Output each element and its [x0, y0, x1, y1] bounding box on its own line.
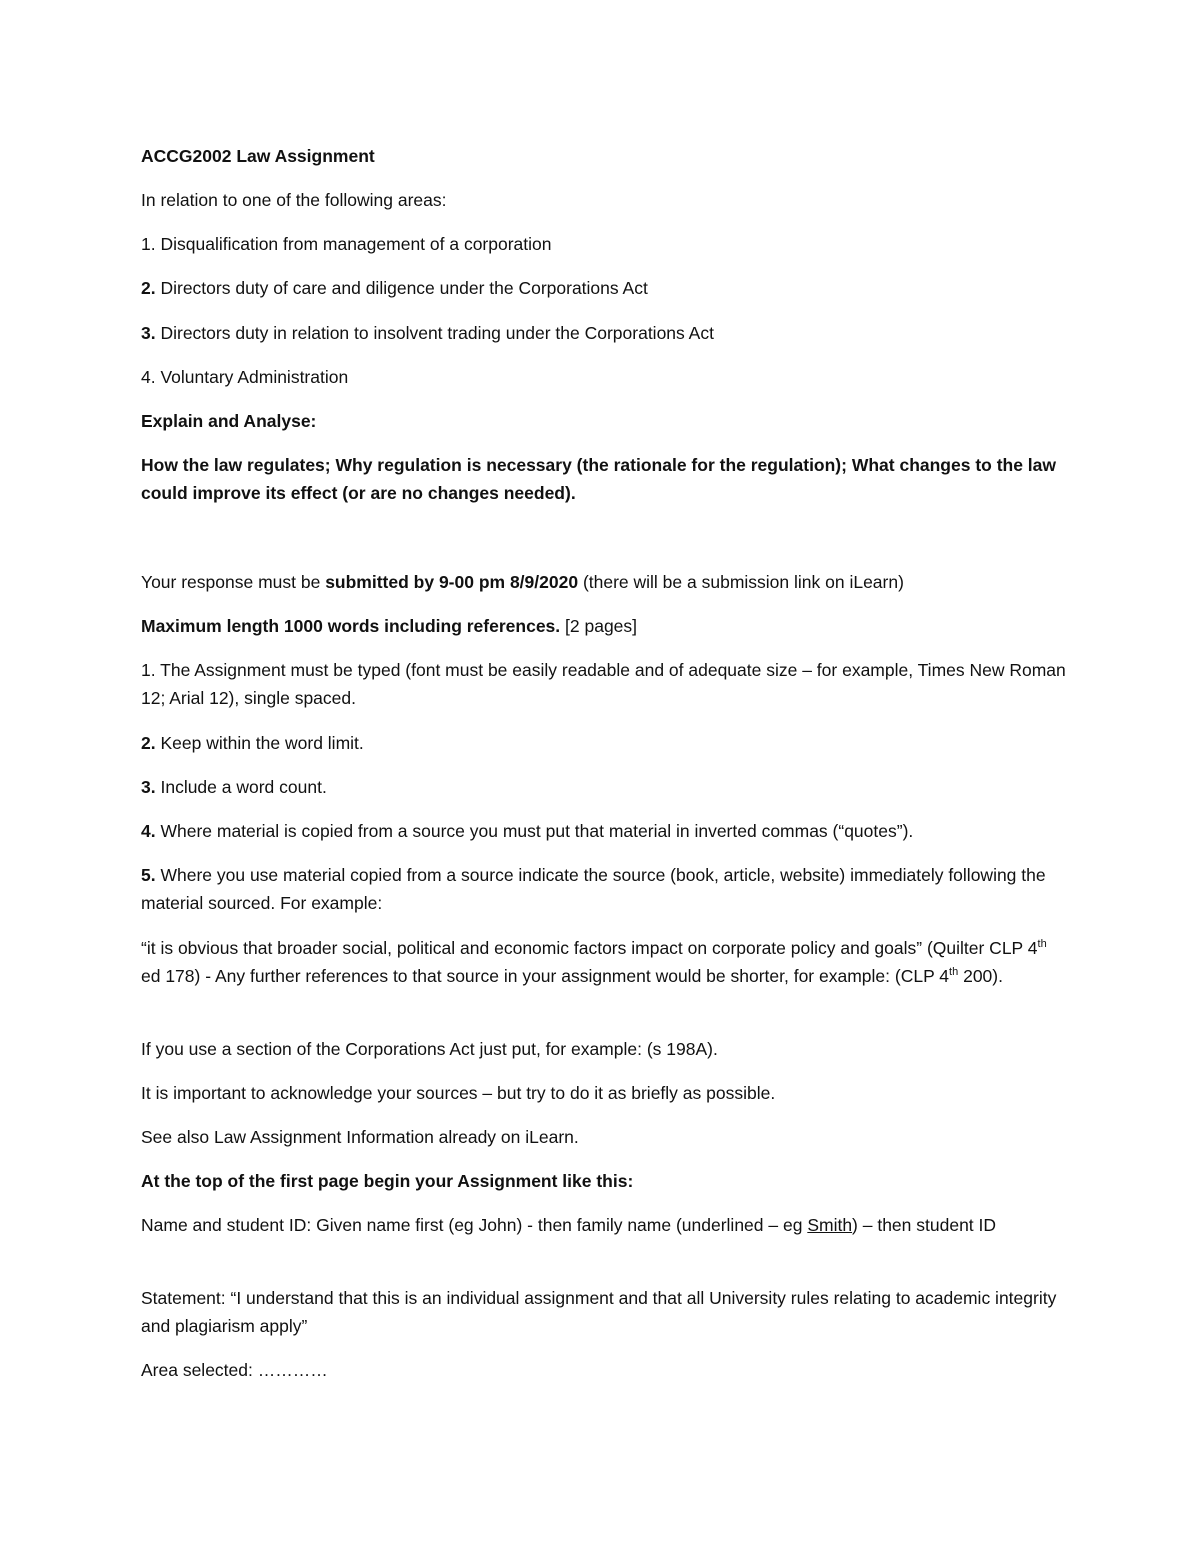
superscript: th [1037, 938, 1047, 951]
statement-text: Statement: “I understand that this is an individual assignment and that all University rules relating to academic integrity and plagiarism apply” [141, 1288, 1057, 1336]
area-text: Voluntary Administration [155, 367, 349, 387]
area-text: Disqualification from management of a corporation [155, 234, 552, 254]
rule-text: Where material is copied from a source you must put that material in inverted commas (“quotes”). [155, 821, 914, 841]
length-text [141, 612, 1071, 640]
name-instruction-end: ) – then student ID [852, 1215, 997, 1235]
name-instruction [141, 1211, 1071, 1239]
underlined-surname: Smith [807, 1215, 853, 1235]
area-number: 2. [141, 278, 156, 298]
rule-item-3 [141, 773, 1071, 801]
area-selected: Area selected: ………… [141, 1360, 328, 1380]
deadline-date: submitted by 9-00 pm 8/9/2020 [325, 572, 579, 592]
rule-text: Include a word count. [155, 777, 327, 797]
rule-number: 2. [141, 733, 156, 753]
area-item-3 [141, 319, 1071, 347]
area-item-2 [141, 274, 1071, 302]
rule-text: The Assignment must be typed (font must be easily readable and of adequate size – for example, Times New Roman 12; Arial 12), single spaced. [141, 660, 1066, 708]
deadline-text [141, 568, 1071, 596]
rule-number: 1. [141, 660, 156, 680]
rule-item-1 [141, 656, 1071, 712]
explain-body: How the law regulates; Why regulation is necessary (the rationale for the regulation); What changes to the law could improve its effect (or are no changes needed). [141, 455, 1057, 503]
document-title: ACCG2002 Law Assignment [141, 146, 375, 166]
rule-number: 5. [141, 865, 156, 885]
rule-number: 4. [141, 821, 156, 841]
area-number: 4. [141, 367, 156, 387]
area-item-4 [141, 363, 1071, 391]
example-followup: ed 178) - Any further references to that source in your assignment would be shorter, for example: (CLP 4 [141, 966, 950, 986]
example-quote: “it is obvious that broader social, political and economic factors impact on corporate policy and goals” (Quilter CLP 4 [141, 938, 1038, 958]
explain-heading: Explain and Analyse: [141, 411, 317, 431]
area-item-1 [141, 230, 1071, 258]
example-end: 200). [958, 966, 1003, 986]
section-note: If you use a section of the Corporations Act just put, for example: (s 198A). [141, 1039, 718, 1059]
rule-text: Where you use material copied from a source indicate the source (book, article, website) immediately following the material sourced. For example: [141, 865, 1046, 913]
area-number: 1. [141, 234, 156, 254]
area-text: Directors duty of care and diligence under the Corporations Act [155, 278, 648, 298]
rule-item-5 [141, 861, 1071, 917]
area-text: Directors duty in relation to insolvent trading under the Corporations Act [155, 323, 714, 343]
length-limit: Maximum length 1000 words including references. [141, 616, 561, 636]
name-instruction-start: Name and student ID: Given name first (eg John) - then family name (underlined – eg [141, 1215, 808, 1235]
intro-text: In relation to one of the following areas: [141, 190, 447, 210]
area-number: 3. [141, 323, 156, 343]
rule-item-2 [141, 729, 1071, 757]
rule-number: 3. [141, 777, 156, 797]
rule-item-4 [141, 817, 1071, 845]
length-pages: [2 pages] [560, 616, 638, 636]
deadline-prefix: Your response must be [141, 572, 326, 592]
superscript: th [949, 966, 959, 979]
citation-example [141, 934, 1071, 990]
rule-text: Keep within the word limit. [155, 733, 364, 753]
begin-heading: At the top of the first page begin your Assignment like this: [141, 1171, 634, 1191]
acknowledge-note: It is important to acknowledge your sources – but try to do it as briefly as possible. [141, 1083, 776, 1103]
deadline-suffix: (there will be a submission link on iLearn) [578, 572, 904, 592]
see-also-note: See also Law Assignment Information already on iLearn. [141, 1127, 579, 1147]
